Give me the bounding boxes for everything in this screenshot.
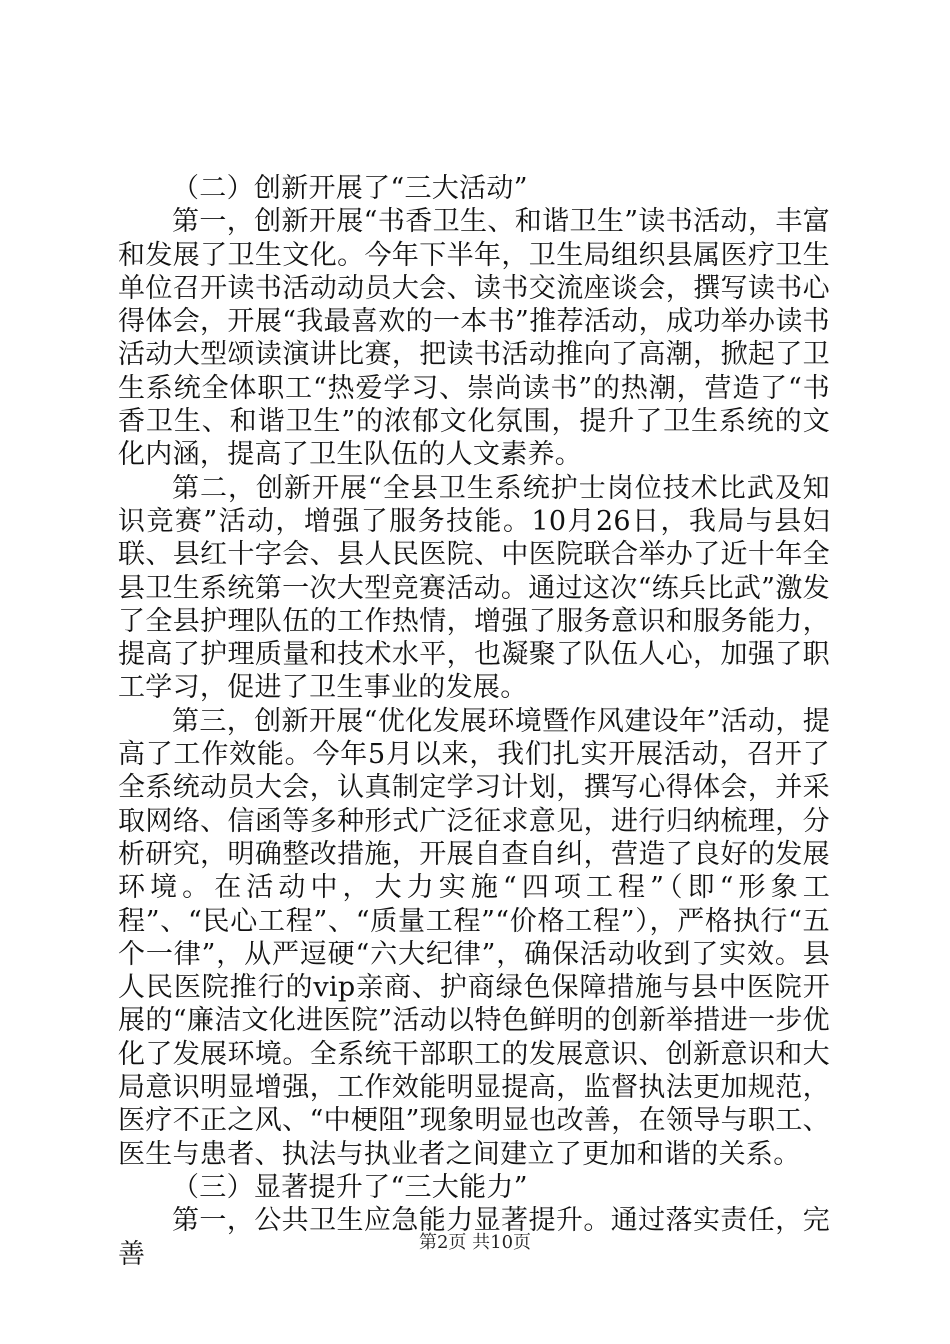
- body-text: [118, 172, 830, 1271]
- paragraph-public-health: 第一，公共卫生应急能力显著提升。通过落实责任，完善: [118, 1205, 830, 1270]
- page-footer: [0, 1232, 950, 1254]
- paragraph-nurse-competition: 第二，创新开展“全县卫生系统护士岗位技术比武及知识竞赛”活动，增强了服务技能。10月26日，我局与县妇联、县红十字会、县人民医院、中医院联合举办了近十年全县卫生系统第一次大型竞赛活动。通过这次“练兵比武”激发了全县护理队伍的工作热情，增强了服务意识和服务能力，提高了护理质量和技术水平，也凝聚了队伍人心，加强了职工学习，促进了卫生事业的发展。: [118, 472, 830, 704]
- section-heading-2: （二）创新开展了“三大活动”: [172, 173, 528, 204]
- paragraph-work-style-year: 第三，创新开展“优化发展环境暨作风建设年”活动，提高了工作效能。今年5月以来，我们扎实开展活动，召开了全系统动员大会，认真制定学习计划，撰写心得体会，并采取网络、信函等多种形式广泛征求意见，进行归纳梳理，分析研究，明确整改措施，开展自查自纠，营造了良好的发展环境。在活动中，大力实施“四项工程”（即“形象工程”、“民心工程”、“质量工程”“价格工程”），严格执行“五个一律”，从严逗硬“六大纪律”，确保活动收到了实效。县人民医院推行的vip亲商、护商绿色保障措施与县中医院开展的“廉洁文化进医院”活动以特色鲜明的创新举措进一步优化了发展环境。全系统干部职工的发展意识、创新意识和大局意识明显增强，工作效能明显提高，监督执法更加规范，医疗不正之风、“中梗阻”现象明显也改善，在领导与职工、医生与患者、执法与执业者之间建立了更加和谐的关系。: [118, 705, 830, 1170]
- paragraph-reading-activity: 第一，创新开展“书香卫生、和谐卫生”读书活动，丰富和发展了卫生文化。今年下半年，卫生局组织县属医疗卫生单位召开读书活动动员大会、读书交流座谈会，撰写读书心得体会，开展“我最喜欢的一本书”推荐活动，成功举办读书活动大型颂读演讲比赛，把读书活动推向了高潮，掀起了卫生系统全体职工“热爱学习、崇尚读书”的热潮，营造了“书香卫生、和谐卫生”的浓郁文化氛围，提升了卫生系统的文化内涵，提高了卫生队伍的人文素养。: [118, 206, 830, 471]
- page-indicator: 第2页 共10页: [418, 1232, 532, 1253]
- section-heading-3: （三）显著提升了“三大能力”: [172, 1171, 528, 1203]
